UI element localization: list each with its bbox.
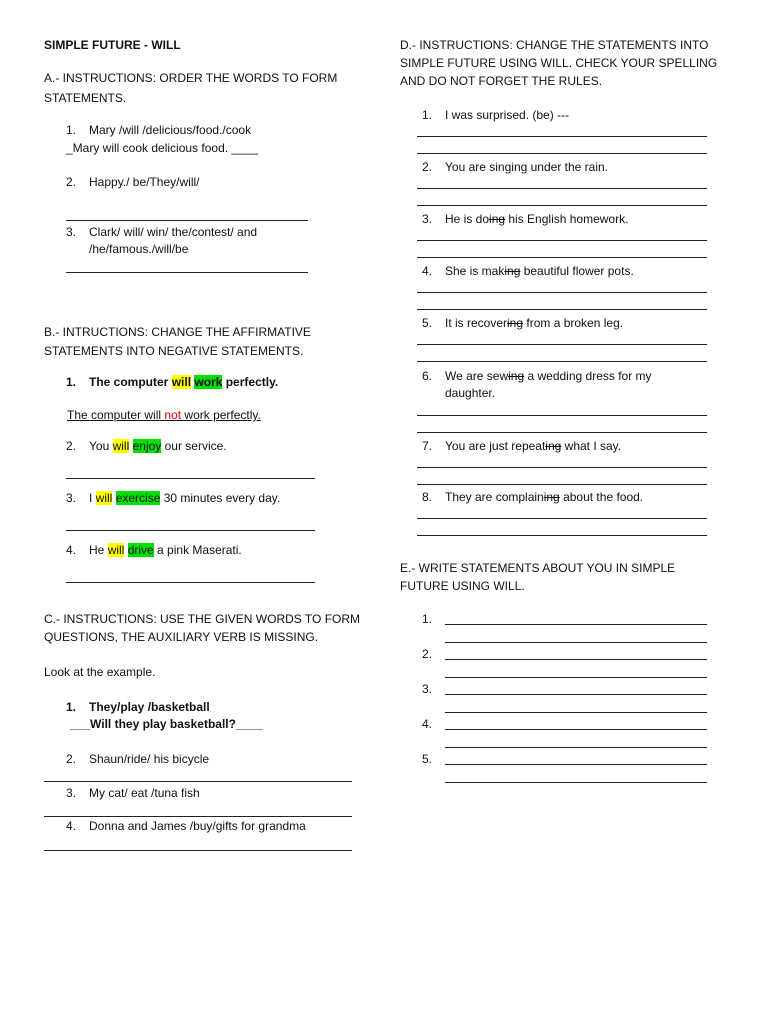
item-number: 3. bbox=[421, 682, 432, 696]
answer-line[interactable] bbox=[417, 467, 707, 468]
answer-line[interactable] bbox=[417, 415, 707, 416]
sentence-end: beautiful flower pots. bbox=[520, 264, 634, 278]
section-d-item-1-text bbox=[445, 107, 569, 124]
answer-line[interactable] bbox=[445, 624, 707, 625]
section-d-instructions-line1: D.- INSTRUCTIONS: CHANGE THE STATEMENTS INTO bbox=[400, 38, 709, 52]
sentence-start: We are sew bbox=[445, 369, 509, 383]
answer-line[interactable] bbox=[44, 816, 352, 817]
answer-line[interactable] bbox=[417, 240, 707, 241]
answer-start: The computer will bbox=[67, 408, 165, 422]
highlight-verb: work bbox=[194, 375, 223, 389]
answer-line[interactable] bbox=[417, 432, 707, 433]
section-b-item-2 bbox=[89, 438, 227, 455]
section-d-item-8-text bbox=[445, 489, 643, 506]
item-number: 5. bbox=[421, 752, 432, 766]
answer-line[interactable] bbox=[66, 582, 315, 583]
answer-line[interactable] bbox=[66, 530, 315, 531]
answer-line[interactable] bbox=[445, 659, 707, 660]
answer-line[interactable] bbox=[44, 850, 352, 851]
sentence-end: a wedding dress for my bbox=[524, 369, 652, 383]
struck-suffix: ing bbox=[504, 264, 521, 278]
answer-line[interactable] bbox=[445, 764, 707, 765]
section-c-item-4-text: Donna and James /buy/gifts for grandma bbox=[89, 819, 306, 833]
answer-line[interactable] bbox=[417, 136, 707, 137]
sentence-end: a pink Maserati. bbox=[153, 543, 242, 557]
section-d-item-6-text-line2: daughter. bbox=[445, 386, 496, 400]
section-a-item-3-text-line1: Clark/ will/ win/ the/contest/ and bbox=[89, 225, 258, 239]
sentence-start: The computer bbox=[89, 375, 172, 389]
section-b-item-4 bbox=[89, 542, 242, 559]
answer-line[interactable] bbox=[445, 747, 707, 748]
section-a-instructions bbox=[44, 70, 337, 87]
sentence-start: It is recover bbox=[445, 316, 508, 330]
answer-not: not bbox=[164, 408, 182, 422]
item-number: 1. bbox=[421, 108, 432, 122]
highlight-verb: enjoy bbox=[132, 439, 162, 453]
answer-line[interactable] bbox=[445, 782, 707, 783]
highlight-verb: drive bbox=[127, 543, 154, 557]
section-d-item-5-text bbox=[445, 315, 623, 332]
section-c-instructions-line1: C.- INSTRUCTIONS: USE THE GIVEN WORDS TO FORM bbox=[44, 612, 361, 626]
answer-line[interactable] bbox=[445, 694, 707, 695]
sentence-start: You are singing under the rain. bbox=[445, 160, 609, 174]
section-b-instructions-line2: STATEMENTS INTO NEGATIVE STATEMENTS. bbox=[44, 344, 304, 358]
item-number: 2. bbox=[65, 175, 76, 189]
item-number: 3. bbox=[65, 225, 76, 239]
section-c-example-intro: Look at the example. bbox=[44, 665, 156, 679]
worksheet-title: SIMPLE FUTURE - WILL bbox=[44, 38, 181, 52]
item-number: 7. bbox=[421, 439, 432, 453]
section-b-instructions-line1: B.- INTRUCTIONS: CHANGE THE AFFIRMATIVE bbox=[44, 325, 311, 339]
answer-line[interactable] bbox=[417, 257, 707, 258]
section-e-instructions-line2: FUTURE USING WILL. bbox=[400, 579, 525, 593]
item-number: 4. bbox=[421, 264, 432, 278]
answer-line[interactable] bbox=[445, 729, 707, 730]
answer-line[interactable] bbox=[417, 535, 707, 536]
struck-suffix: ing bbox=[508, 369, 525, 383]
item-number: 3. bbox=[65, 491, 76, 505]
answer-line[interactable] bbox=[417, 484, 707, 485]
section-d-item-4-text bbox=[445, 263, 634, 280]
struck-suffix: ing bbox=[507, 316, 524, 330]
item-number: 1. bbox=[421, 612, 432, 626]
section-a-instructions-line1: A.- INSTRUCTIONS: ORDER THE WORDS TO FORM bbox=[44, 71, 338, 85]
sentence-start: You are just repeat bbox=[445, 439, 546, 453]
answer-line[interactable] bbox=[417, 292, 707, 293]
sentence-end: 30 minutes every day. bbox=[160, 491, 281, 505]
section-d-item-3-text bbox=[445, 211, 628, 228]
item-number: 3. bbox=[65, 786, 76, 800]
answer-line[interactable] bbox=[66, 272, 308, 273]
sentence-end: what I say. bbox=[561, 439, 622, 453]
answer-line[interactable] bbox=[66, 478, 315, 479]
item-number: 1. bbox=[65, 700, 76, 714]
item-number: 5. bbox=[421, 316, 432, 330]
section-a-item-1-text: Mary /will /delicious/food./cook bbox=[89, 123, 252, 137]
answer-line[interactable] bbox=[445, 642, 707, 643]
struck-suffix: ing bbox=[489, 212, 506, 226]
answer-line[interactable] bbox=[66, 220, 308, 221]
section-c-item-2-text: Shaun/ride/ his bicycle bbox=[89, 752, 210, 766]
section-d-item-2-text bbox=[445, 159, 608, 176]
sentence-start: I was surprised. (be) --- bbox=[445, 108, 570, 122]
highlight-will: will bbox=[112, 439, 130, 453]
answer-line[interactable] bbox=[417, 188, 707, 189]
struck-suffix: ing bbox=[545, 439, 562, 453]
item-number: 2. bbox=[65, 439, 76, 453]
item-number: 4. bbox=[65, 543, 76, 557]
section-a-instructions-line2: STATEMENTS. bbox=[44, 91, 127, 105]
answer-line[interactable] bbox=[417, 309, 707, 310]
item-number: 2. bbox=[65, 752, 76, 766]
answer-line[interactable] bbox=[445, 677, 707, 678]
sentence-end: about the food. bbox=[559, 490, 644, 504]
sentence-end: from a broken leg. bbox=[523, 316, 624, 330]
item-number: 1. bbox=[65, 123, 76, 137]
sentence-start: He bbox=[89, 543, 108, 557]
item-number: 8. bbox=[421, 490, 432, 504]
section-d-instructions-line3: AND DO NOT FORGET THE RULES. bbox=[400, 74, 603, 88]
answer-line[interactable] bbox=[417, 361, 707, 362]
answer-line[interactable] bbox=[417, 518, 707, 519]
answer-line[interactable] bbox=[417, 205, 707, 206]
sentence-start: I bbox=[89, 491, 96, 505]
highlight-will: will bbox=[95, 491, 113, 505]
answer-line[interactable] bbox=[44, 781, 352, 782]
item-number: 4. bbox=[65, 819, 76, 833]
section-c-item-3-text: My cat/ eat /tuna fish bbox=[89, 786, 200, 800]
answer-line[interactable] bbox=[417, 344, 707, 345]
section-b-example-answer bbox=[67, 407, 261, 424]
section-a-item-3-text-line2: /he/famous./will/be bbox=[89, 242, 189, 256]
answer-end: work perfectly. bbox=[181, 408, 261, 422]
section-b-item-3 bbox=[89, 490, 280, 507]
highlight-will: will bbox=[107, 543, 125, 557]
answer-line[interactable] bbox=[417, 153, 707, 154]
item-number: 3. bbox=[421, 212, 432, 226]
sentence-start: You bbox=[89, 439, 113, 453]
item-number: 1. bbox=[65, 375, 76, 389]
sentence-end: perfectly. bbox=[222, 375, 279, 389]
highlight-will: will bbox=[171, 375, 192, 389]
section-c-instructions-line2: QUESTIONS, THE AUXILIARY VERB IS MISSING. bbox=[44, 630, 319, 644]
section-d-instructions-line2: SIMPLE FUTURE USING WILL. CHECK YOUR SPELLING bbox=[400, 56, 718, 70]
section-b-item-1 bbox=[89, 374, 278, 391]
sentence-start: She is mak bbox=[445, 264, 505, 278]
section-d-item-7-text bbox=[445, 438, 621, 455]
item-number: 6. bbox=[421, 369, 432, 383]
item-number: 2. bbox=[421, 647, 432, 661]
section-e-instructions-line1: E.- WRITE STATEMENTS ABOUT YOU IN SIMPLE bbox=[400, 561, 676, 575]
item-number: 4. bbox=[421, 717, 432, 731]
sentence-end: his English homework. bbox=[505, 212, 629, 226]
sentence-start: They are complain bbox=[445, 490, 544, 504]
item-number: 2. bbox=[421, 160, 432, 174]
section-c-item-1-answer: ___Will they play basketball?____ bbox=[70, 717, 263, 731]
section-a-item-1-answer: _Mary will cook delicious food. ____ bbox=[66, 141, 259, 155]
answer-line[interactable] bbox=[445, 712, 707, 713]
sentence-start: He is do bbox=[445, 212, 490, 226]
section-a-item-2-text: Happy./ be/They/will/ bbox=[89, 175, 200, 189]
section-c-item-1-text: They/play /basketball bbox=[89, 700, 210, 714]
struck-suffix: ing bbox=[543, 490, 560, 504]
sentence-end: our service. bbox=[161, 439, 227, 453]
highlight-verb: exercise bbox=[115, 491, 161, 505]
section-d-item-6-text bbox=[445, 368, 652, 385]
